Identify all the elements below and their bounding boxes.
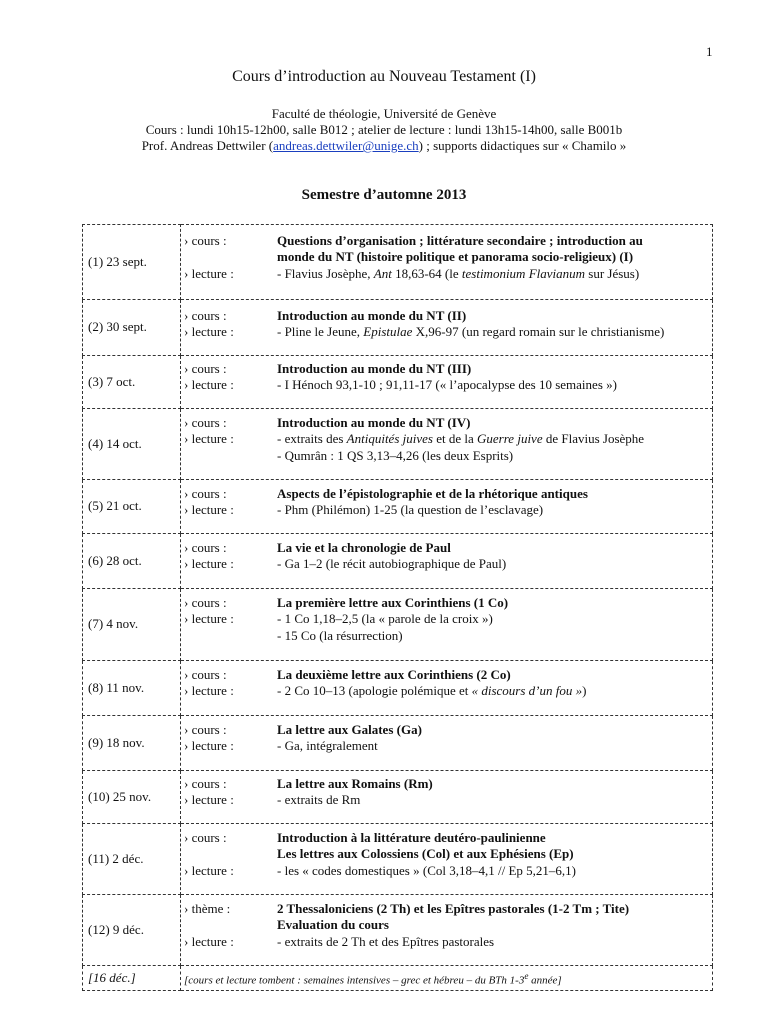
lecture-label: › lecture : <box>184 862 234 878</box>
session-content <box>181 589 713 661</box>
cours-label: › cours : <box>184 667 227 682</box>
table-row <box>83 225 713 300</box>
session-content <box>181 716 713 771</box>
table-row <box>83 661 713 716</box>
session-content <box>181 771 713 824</box>
lecture-label: › lecture : <box>184 738 234 754</box>
cours-title: Introduction à la littérature deutéro-paulinienne <box>277 830 546 845</box>
cours-label: › cours : <box>184 722 227 737</box>
theme-label: › thème : <box>184 901 231 916</box>
session-date: (12) 9 déc. <box>83 895 181 966</box>
cours-label: › cours : <box>184 595 227 610</box>
cours-label: › cours : <box>184 308 227 323</box>
session-date: [16 déc.] <box>83 966 181 991</box>
theme-title: 2 Thessaloniciens (2 Th) et les Epîtres pastorales (1-2 Tm ; Tite) <box>277 901 630 916</box>
cours-title: La deuxième lettre aux Corinthiens (2 Co) <box>277 667 511 682</box>
session-date: (1) 23 sept. <box>83 225 181 300</box>
lecture-text: - les « codes domestiques » (Col 3,18–4,1 // Ep 5,21–6,1) <box>277 862 576 878</box>
session-date: (8) 11 nov. <box>83 661 181 716</box>
lecture-label: › lecture : <box>184 792 234 808</box>
session-content <box>181 480 713 534</box>
lecture-text: - Ga 1–2 (le récit autobiographique de Paul) <box>277 556 507 572</box>
cours-title: La lettre aux Galates (Ga) <box>277 722 422 737</box>
cours-label: › cours : <box>184 415 227 430</box>
cours-label: › cours : <box>184 540 227 555</box>
table-row <box>83 589 713 661</box>
session-content <box>181 534 713 589</box>
lecture-label: › lecture : <box>184 502 234 518</box>
session-date: (6) 28 oct. <box>83 534 181 589</box>
session-content <box>181 661 713 716</box>
lecture-text: - 2 Co 10–13 (apologie polémique et « discours d’un fou ») <box>277 683 587 699</box>
lecture-text: - Ga, intégralement <box>277 738 378 754</box>
lecture-label: › lecture : <box>184 556 234 572</box>
session-content <box>181 356 713 409</box>
cours-label: › cours : <box>184 776 227 791</box>
table-row <box>83 356 713 409</box>
lecture-label: › lecture : <box>184 933 234 949</box>
prof-suffix: ) ; supports didactiques sur « Chamilo » <box>418 138 627 153</box>
cours-title: Introduction au monde du NT (IV) <box>277 415 471 430</box>
theme-title: Evaluation du cours <box>277 917 389 933</box>
session-date: (9) 18 nov. <box>83 716 181 771</box>
session-date: (3) 7 oct. <box>83 356 181 409</box>
table-row <box>83 534 713 589</box>
professor-line <box>0 138 768 154</box>
lecture-label: › lecture : <box>184 377 234 393</box>
table-row <box>83 300 713 356</box>
cours-label: › cours : <box>184 361 227 376</box>
schedule-line: Cours : lundi 10h15-12h00, salle B012 ; atelier de lecture : lundi 13h15-14h00, salle B001b <box>145 122 623 137</box>
cours-title: La vie et la chronologie de Paul <box>277 540 451 555</box>
session-content <box>181 300 713 356</box>
cours-title: La lettre aux Romains (Rm) <box>277 776 433 791</box>
lecture-label: › lecture : <box>184 683 234 699</box>
prof-prefix: Prof. Andreas Dettwiler ( <box>141 138 274 153</box>
lecture-text: - 15 Co (la résurrection) <box>277 627 403 643</box>
cours-title: monde du NT (histoire politique et panorama socio-religieux) (I) <box>277 249 634 265</box>
lecture-label: › lecture : <box>184 265 234 281</box>
cours-title: Les lettres aux Colossiens (Col) et aux Ephésiens (Ep) <box>277 846 574 862</box>
cours-title: Introduction au monde du NT (II) <box>277 308 467 323</box>
cours-title: Introduction au monde du NT (III) <box>277 361 472 376</box>
lecture-label: › lecture : <box>184 611 234 627</box>
session-date: (7) 4 nov. <box>83 589 181 661</box>
lecture-text: - Flavius Josèphe, Ant 18,63-64 (le testimonium Flavianum sur Jésus) <box>277 265 640 281</box>
session-content <box>181 409 713 480</box>
lecture-text: - extraits des Antiquités juives et de la Guerre juive de Flavius Josèphe <box>277 431 645 447</box>
lecture-text: - Qumrân : 1 QS 3,13–4,26 (les deux Esprits) <box>277 447 514 463</box>
cours-title: Questions d’organisation ; littérature secondaire ; introduction au <box>277 233 643 248</box>
cours-label: › cours : <box>184 486 227 501</box>
table-row <box>83 824 713 895</box>
session-content <box>181 824 713 895</box>
cours-label: › cours : <box>184 830 227 845</box>
table-row <box>83 771 713 824</box>
lecture-text: - I Hénoch 93,1-10 ; 91,11-17 (« l’apocalypse des 10 semaines ») <box>277 377 617 393</box>
cours-title: Aspects de l’épistolographie et de la rhétorique antiques <box>277 486 588 501</box>
table-row <box>83 480 713 534</box>
lecture-text: - extraits de Rm <box>277 792 361 808</box>
faculty-line: Faculté de théologie, Université de Genève <box>271 106 497 121</box>
session-date: (4) 14 oct. <box>83 409 181 480</box>
lecture-label: › lecture : <box>184 324 234 340</box>
table-row <box>83 966 713 991</box>
table-row <box>83 895 713 966</box>
page-title: Cours d’introduction au Nouveau Testament (I) <box>232 68 536 85</box>
email-link[interactable]: andreas.dettwiler@unige.ch <box>273 138 419 153</box>
cours-label: › cours : <box>184 233 227 248</box>
cours-title: La première lettre aux Corinthiens (1 Co) <box>277 595 509 610</box>
session-date: (11) 2 déc. <box>83 824 181 895</box>
lecture-text: - extraits de 2 Th et des Epîtres pastorales <box>277 933 495 949</box>
table-row <box>83 409 713 480</box>
lecture-text: - Pline le Jeune, Epistulae X,96-97 (un regard romain sur le christianisme) <box>277 324 665 340</box>
page-number: 1 <box>706 44 713 59</box>
lecture-text: - Phm (Philémon) 1-25 (la question de l’esclavage) <box>277 502 544 518</box>
lecture-label: › lecture : <box>184 431 234 447</box>
schedule-table <box>82 224 713 991</box>
session-date: (5) 21 oct. <box>83 480 181 534</box>
final-note: [cours et lecture tombent : semaines intensives – grec et hébreu – du BTh 1-3e année] <box>181 966 713 991</box>
session-date: (2) 30 sept. <box>83 300 181 356</box>
semester-heading: Semestre d’automne 2013 <box>301 187 467 203</box>
table-row <box>83 716 713 771</box>
session-content <box>181 225 713 300</box>
lecture-text: - 1 Co 1,18–2,5 (la « parole de la croix ») <box>277 611 493 627</box>
session-content <box>181 895 713 966</box>
session-date: (10) 25 nov. <box>83 771 181 824</box>
